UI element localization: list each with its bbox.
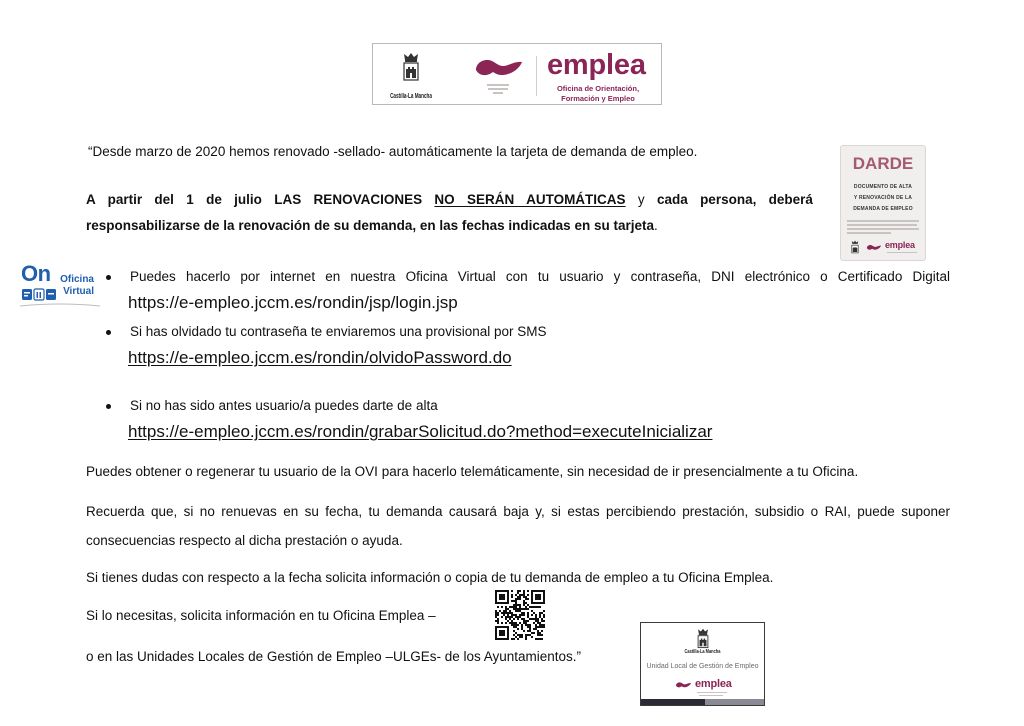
notice-conjunction: y — [637, 192, 645, 207]
ulge-fine-print — [699, 695, 723, 696]
info-office-paragraph: Si lo necesitas, solicita información en tu Oficina Emplea – — [86, 608, 436, 623]
notice-line-2 — [86, 217, 658, 235]
region-name: Castilla-La Mancha — [390, 93, 432, 100]
emplea-logo-icon — [675, 681, 692, 689]
darde-card — [840, 145, 926, 261]
notice-line-1 — [86, 191, 813, 209]
darde-fine-print — [847, 228, 919, 230]
ulge-unit-name: Unidad Local de Gestión de Empleo — [646, 663, 759, 670]
doubts-paragraph: Si tienes dudas con respecto a la fecha solicita información o copia de tu demanda de empleo a tu Oficina Emplea. — [86, 570, 774, 585]
ovi-mark: On — [21, 261, 51, 286]
oficina-virtual-logo — [18, 262, 102, 308]
emplea-logo-icon — [866, 244, 882, 251]
darde-title: DARDE — [852, 154, 914, 173]
castle-crest-icon — [695, 628, 711, 649]
logo-divider — [536, 56, 537, 96]
castle-crest-icon — [850, 240, 860, 254]
info-ulge-paragraph: o en las Unidades Locales de Gestión de Empleo –ULGEs- de los Ayuntamientos.” — [86, 649, 582, 664]
qr-code[interactable] — [495, 590, 545, 640]
emplea-wordmark: emplea — [547, 49, 646, 81]
ovi-paragraph: Puedes obtener o regenerar tu usuario de la OVI para hacerlo telemáticamente, sin necesidad de ir presencialmente a tu Oficina. — [86, 464, 859, 479]
bullet-text: Si has olvidado tu contraseña te enviaremos una provisional por SMS — [130, 324, 547, 339]
ulge-emplea-wordmark: emplea — [695, 678, 732, 690]
darde-fine-print — [847, 232, 891, 234]
ovi-tiles-icon — [22, 288, 58, 302]
ovi-label-line: Virtual — [63, 286, 94, 297]
warning-paragraph-line-1: Recuerda que, si no renuevas en su fecha, tu demanda causará baja y, si estas percibiendo prestación, subsidio o RAI, puede suponer — [86, 504, 950, 519]
warning-paragraph-line-2: consecuencias respecto al dicha prestación o ayuda. — [86, 533, 403, 548]
darde-subtitle: DEMANDA DE EMPLEO — [853, 206, 913, 212]
darde-fine-print — [887, 252, 917, 253]
tagline-line: Formación y Empleo — [561, 94, 635, 103]
castle-crest-icon — [400, 52, 422, 82]
header-logo — [372, 43, 662, 105]
darde-emplea-wordmark: emplea — [885, 240, 915, 250]
register-link[interactable]: https://e-empleo.jccm.es/rondin/grabarSolicitud.do?method=executeInicializar — [128, 422, 713, 441]
ovi-label — [54, 274, 94, 298]
tagline-line: Oficina de Orientación, — [556, 84, 640, 93]
bullet-marker — [106, 330, 111, 335]
notice-lead: A partir del 1 de julio — [86, 192, 262, 207]
bullet-text: Puedes hacerlo por internet en nuestra Oficina Virtual con tu usuario y contraseña, DNI electrónico o Certificado Digital — [130, 269, 950, 284]
emplea-tagline — [543, 84, 653, 104]
darde-subtitle: DOCUMENTO DE ALTA — [853, 184, 913, 190]
emplea-logo-icon — [473, 57, 525, 79]
notice-emphasis: NO SERÁN AUTOMÁTICAS — [434, 192, 626, 207]
darde-fine-print — [847, 224, 917, 226]
seal-fine-print — [487, 84, 509, 86]
seal-fine-print — [488, 88, 508, 90]
notice-text: responsabilizarse de la renovación de su demanda, en las fechas indicadas en su tarjeta — [86, 218, 654, 233]
ulge-badge — [640, 622, 765, 706]
login-link[interactable]: https://e-empleo.jccm.es/rondin/jsp/login.jsp — [128, 293, 458, 312]
seal-fine-print — [493, 92, 503, 94]
notice-end: . — [653, 218, 658, 233]
forgot-password-link[interactable]: https://e-empleo.jccm.es/rondin/olvidoPassword.do — [128, 348, 512, 367]
ovi-label-line: Oficina — [60, 274, 94, 285]
darde-fine-print — [847, 220, 919, 222]
darde-subtitle: Y RENOVACIÓN DE LA — [853, 195, 913, 201]
ulge-fine-print — [697, 692, 727, 693]
bullet-marker — [106, 275, 111, 280]
ovi-underline-swoosh — [18, 302, 102, 308]
intro-text: “Desde marzo de 2020 hemos renovado -sellado- automáticamente la tarjeta de demanda de empleo. — [88, 144, 698, 159]
notice-tail: cada persona, deberá — [656, 192, 813, 207]
notice-caps: LAS RENOVACIONES — [274, 192, 423, 207]
bullet-marker — [106, 404, 111, 409]
ulge-region-name: Castilla-La Mancha — [684, 649, 721, 655]
ulge-footer-bar — [641, 699, 764, 705]
bullet-text: Si no has sido antes usuario/a puedes darte de alta — [130, 398, 438, 413]
